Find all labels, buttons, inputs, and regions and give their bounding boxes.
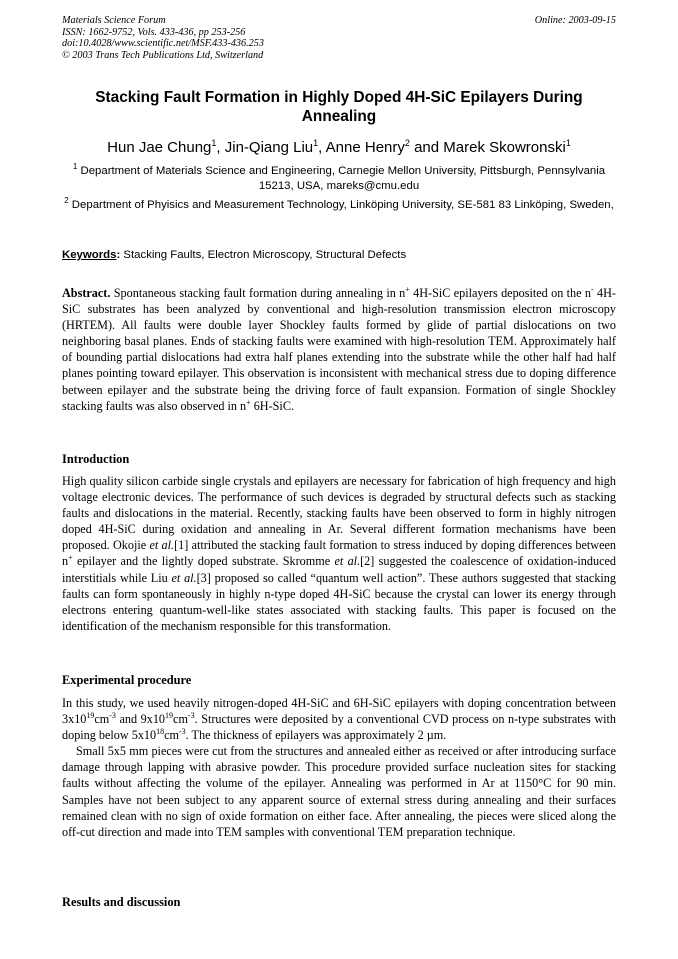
superscript: + xyxy=(68,553,73,563)
superscript: + xyxy=(246,397,251,407)
keywords-label: Keywords xyxy=(62,249,117,261)
affiliation-1 xyxy=(62,164,616,194)
author-list xyxy=(62,138,616,158)
et-al: et al. xyxy=(334,554,361,569)
superscript: 18 xyxy=(156,727,165,737)
author-affil-mark: 1 xyxy=(313,138,319,148)
author-name: Hun Jae Chung xyxy=(107,139,212,156)
keywords-line xyxy=(62,248,616,263)
intro-text: High quality silicon carbide single crystals and epilayers are necessary for fabrication of high frequency and high voltage electronic devices. The performance of such devices is degraded by structural defects such as stacking faults and dislocations in the material. Recently, stacking faults have been observed to form in highly nitrogen doped 4H-SiC during oxidation and annealing in Ar. Several different formation mechanisms have been proposed. Okojie xyxy=(62,474,616,553)
exp-text: cm xyxy=(94,712,110,727)
superscript: 19 xyxy=(86,711,95,721)
affiliation-mark: 1 xyxy=(72,162,78,172)
section-heading-results: Results and discussion xyxy=(62,895,181,909)
paper-title: Stacking Fault Formation in Highly Doped 4H-SiC Epilayers During Annealing xyxy=(95,89,583,125)
exp-text: cm xyxy=(164,728,179,743)
author-affil-mark: 2 xyxy=(404,138,410,148)
intro-text: epilayer and the lightly doped substrate. Skromme xyxy=(72,554,335,569)
abstract-paragraph xyxy=(62,285,616,414)
intro-text: [3] proposed so called “quantum well action”. These authors suggested that stacking faults can form spontaneously in highly n-type doped 4H-SiC because the crystal can lower its energy through electrons entering quantum-well-like states associated with stacking faults. This paper is focused on the identification of the mechanism responsible for this transformation. xyxy=(62,570,616,633)
experimental-paragraph-2: Small 5x5 mm pieces were cut from the structures and annealed either as received or after introducing surface damage through lapping with abrasive powder. This procedure provided surface nucleation sites for stacking faults without affecting the volume of the epilayer. Annealing was performed in Ar at 1150°C for 90 min. Samples have not been subject to any apparent source of external stress during annealing and their surfaces remained clean with no sign of oxide formation on either face. After annealing, the pieces were sliced along the off-cut direction and made into TEM samples with conventional TEM preparation technique. xyxy=(62,744,616,839)
abstract-text: 4H-SiC epilayers deposited on the n xyxy=(409,286,591,300)
author-separator: , xyxy=(318,139,326,156)
author-separator: and xyxy=(409,139,444,156)
superscript: -3 xyxy=(109,711,116,721)
doi-line: doi:10.4028/www.scientific.net/MSF.433-436.253 xyxy=(62,38,264,50)
online-date: Online: 2003-09-15 xyxy=(534,15,616,26)
superscript: 19 xyxy=(165,711,174,721)
author-name: Jin-Qiang Liu xyxy=(224,139,314,156)
issn-line: ISSN: 1662-9752, Vols. 433-436, pp 253-256 xyxy=(62,26,246,38)
section-heading-experimental: Experimental procedure xyxy=(62,673,192,687)
introduction-paragraph xyxy=(62,473,616,634)
intro-text: [1] attributed the stacking fault formation to stress induced by doping differences between n xyxy=(62,538,616,569)
author-name: Anne Henry xyxy=(325,139,405,156)
abstract-label: Abstract. xyxy=(62,286,111,300)
experimental-section xyxy=(62,695,616,840)
section-heading-introduction: Introduction xyxy=(62,452,130,466)
author-affil-mark: 1 xyxy=(211,138,217,148)
copyright-line: © 2003 Trans Tech Publications Ltd, Switzerland xyxy=(62,49,264,61)
exp-text: . Structures were deposited by a conventional CVD process on n-type substrates with doping below 5x10 xyxy=(62,712,616,743)
affiliation-2 xyxy=(62,198,616,213)
et-al: et al. xyxy=(171,570,197,585)
intro-text: [2] suggested the coalescence of oxidation-induced interstitials while Liu xyxy=(62,554,617,585)
affiliation-text: Department of Phyisics and Measurement Technology, Linköping University, SE-581 83 Linköping, Sweden, xyxy=(68,199,614,211)
exp-text: In this study, we used heavily nitrogen-doped 4H-SiC and 6H-SiC epilayers with doping concentration between 3x10 xyxy=(62,696,616,727)
abstract-text: Spontaneous stacking fault formation during annealing in n xyxy=(110,286,406,300)
exp-text: cm xyxy=(173,712,188,727)
superscript: -3 xyxy=(187,711,195,721)
et-al: et al. xyxy=(149,538,175,553)
affiliation-mark: 2 xyxy=(64,196,69,206)
exp-text: . The thickness of epilayers was approximately 2 µm. xyxy=(185,728,447,743)
keywords-colon: : xyxy=(116,249,121,261)
superscript: -3 xyxy=(179,727,186,737)
journal-header xyxy=(62,15,616,61)
author-separator: , xyxy=(216,139,225,156)
exp-text: and 9x10 xyxy=(115,712,166,727)
experimental-paragraph-1 xyxy=(62,695,616,743)
keywords-text: Stacking Faults, Electron Microscopy, Structural Defects xyxy=(120,249,407,261)
author-affil-mark: 1 xyxy=(565,138,571,148)
affiliation-text: Department of Materials Science and Engineering, Carnegie Mellon University, Pittsburgh, Pennsylvania 15213, USA, mareks@cmu.edu xyxy=(77,165,606,192)
superscript: - xyxy=(591,284,594,294)
author-name: Marek Skowronski xyxy=(443,139,566,156)
superscript: + xyxy=(405,284,410,294)
abstract-text: 4H-SiC substrates has been analyzed by conventional and high-resolution transmission electron microscopy (HRTEM). All faults were double layer Shockley faults formed by glide of partial dislocations on two neighboring basal planes. Ends of stacking faults were examined with high-resolution TEM. Approximately half of bounding partial dislocations had extra half planes extending into the substrate while the other half had half planes pointing toward epilayer. This observation is inconsistent with mechanical stress due to doping difference between epilayer and the substrate being the driving force of fault expansion. Formation of single Shockley stacking faults was also observed in n xyxy=(62,286,616,413)
abstract-text: 6H-SiC. xyxy=(250,398,294,413)
journal-name: Materials Science Forum xyxy=(62,15,166,26)
